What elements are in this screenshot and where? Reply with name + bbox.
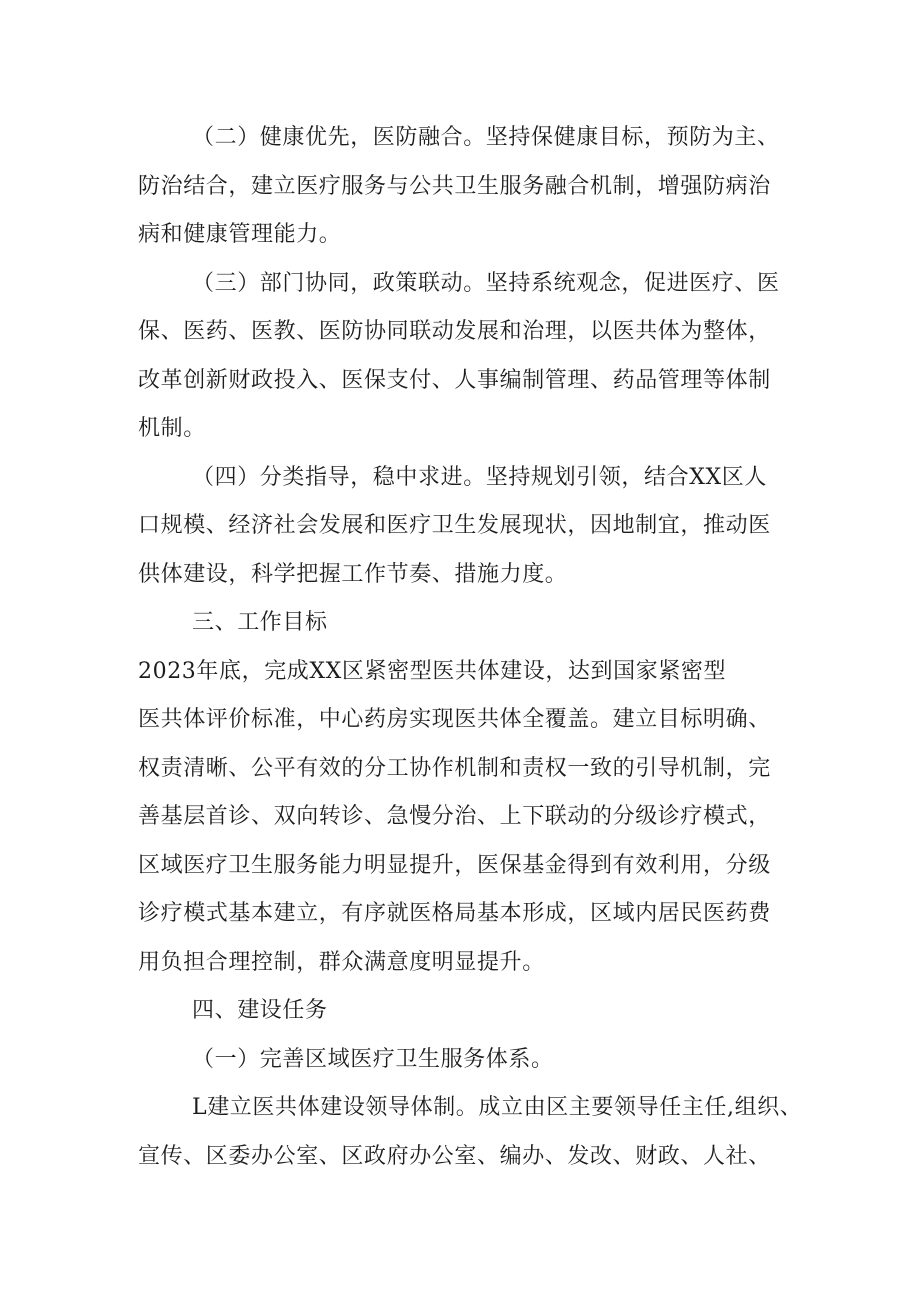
text-line: 宣传、区委办公室、区政府办公室、编办、发改、财政、人社、 — [138, 1143, 771, 1169]
text-line: 区域医疗卫生服务能力明显提升，医保基金得到有效利用，分级 — [138, 852, 771, 878]
text-line: 口规模、经济社会发展和医疗卫生发展现状，因地制宜，推动医 — [138, 513, 771, 538]
text-line: 保、医药、医教、医防协同联动发展和治理，以医共体为整体， — [138, 319, 771, 344]
text-line: （二）健康优先，医防融合。坚持保健康目标，预防为主、 — [192, 125, 780, 150]
document-body — [138, 114, 808, 1181]
text-line: （四）分类指导，稳中求进。坚持规划引领，结合XX区人 — [192, 464, 767, 490]
text-line: 病和健康管理能力。 — [138, 222, 342, 247]
text-line: 诊疗模式基本建立，有序就医格局基本形成，区域内居民医药费 — [138, 901, 771, 926]
text-line: 机制。 — [138, 416, 206, 441]
text-line: 供体建设，科学把握工作节奏、措施力度。 — [138, 561, 568, 587]
section-heading: 三、工作目标 — [192, 610, 328, 635]
subsection-heading: （一）完善区域医疗卫生服务体系。 — [192, 1046, 554, 1072]
text-line: （三）部门协同，政策联动。坚持系统观念，促进医疗、医 — [192, 270, 780, 296]
text-line: 改革创新财政投入、医保支付、人事编制管理、药品管理等体制 — [138, 367, 771, 393]
text-line: 用负担合理控制，群众满意度明显提升。 — [138, 949, 545, 975]
text-line: 医共体评价标准，中心药房实现医共体全覆盖。建立目标明确、 — [138, 707, 771, 732]
text-line: 权责清晰、公平有效的分工协作机制和责权一致的引导机制，完 — [138, 755, 771, 781]
text-line: 善基层首诊、双向转诊、急慢分治、上下联动的分级诊疗模式， — [138, 804, 771, 829]
text-line: 2023年底，完成XX区紧密型医共体建设，达到国家紧密型 — [138, 658, 727, 684]
section-heading: 四、建设任务 — [192, 998, 328, 1023]
text-line: L建立医共体建设领导体制。成立由区主要领导任主任,组织、 — [192, 1095, 803, 1120]
text-line: 防治结合，建立医疗服务与公共卫生服务融合机制，增强防病治 — [138, 173, 771, 199]
